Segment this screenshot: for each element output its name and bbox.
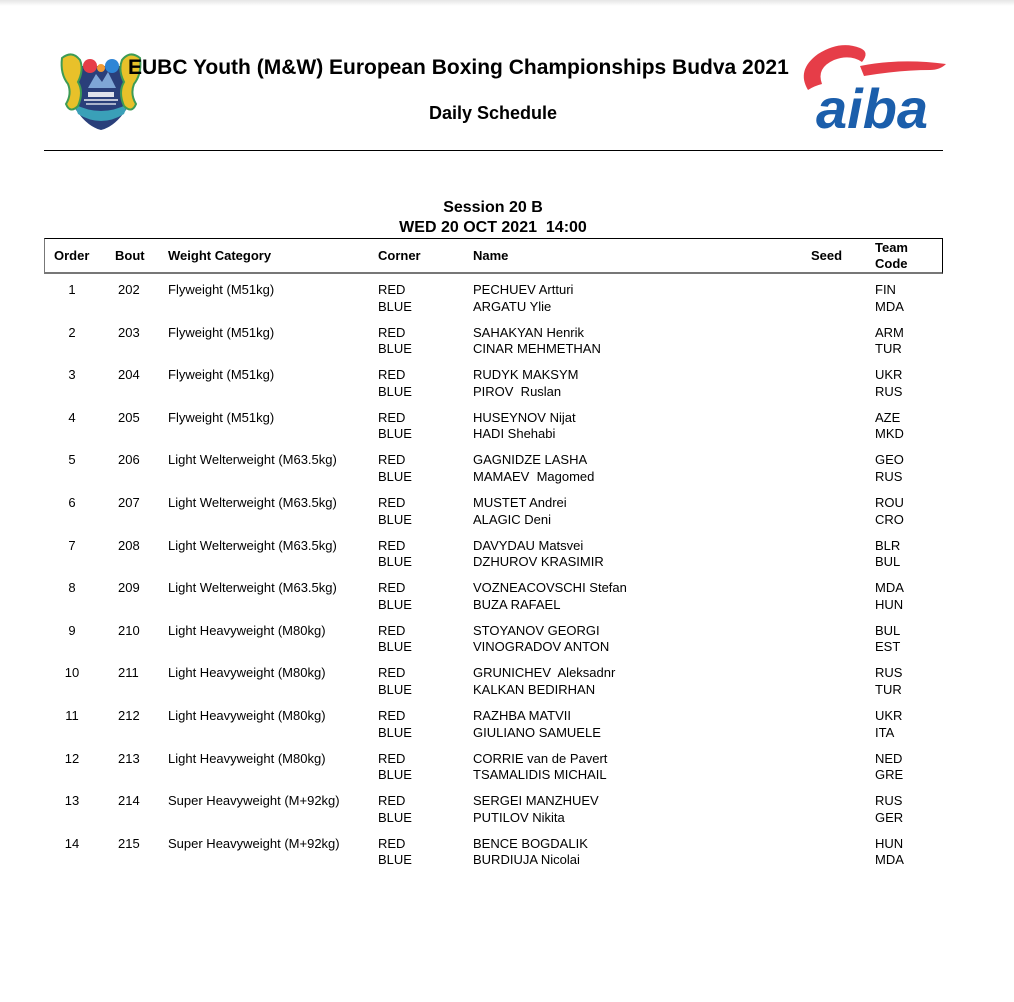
red-corner-label: RED bbox=[378, 835, 406, 851]
red-team-code: BLR bbox=[875, 537, 901, 553]
weight-category-cell: Flyweight (M51kg) bbox=[168, 367, 275, 383]
red-corner-label: RED bbox=[378, 665, 406, 681]
blue-boxer-name: VINOGRADOV ANTON bbox=[473, 639, 610, 655]
order-cell: 4 bbox=[68, 409, 76, 425]
order-cell: 12 bbox=[64, 750, 80, 766]
blue-boxer-name: TSAMALIDIS MICHAIL bbox=[473, 767, 607, 783]
blue-corner-label: BLUE bbox=[378, 511, 412, 527]
blue-team-code: GRE bbox=[875, 767, 904, 783]
blue-team-code: RUS bbox=[875, 383, 903, 399]
table-row bbox=[0, 708, 1014, 751]
red-boxer-name: VOZNEACOVSCHI Stefan bbox=[473, 580, 627, 596]
bout-cell: 206 bbox=[118, 452, 140, 468]
table-row bbox=[0, 282, 1014, 325]
red-boxer-name: RUDYK MAKSYM bbox=[473, 367, 579, 383]
blue-corner-label: BLUE bbox=[378, 681, 412, 697]
weight-category-cell: Light Welterweight (M63.5kg) bbox=[168, 580, 337, 596]
red-team-code: UKR bbox=[875, 708, 903, 723]
blue-team-code: MDA bbox=[875, 298, 904, 314]
bout-cell: 215 bbox=[118, 835, 140, 851]
table-row bbox=[0, 538, 1014, 581]
blue-boxer-name: PUTILOV Nikita bbox=[473, 809, 565, 825]
blue-boxer-name: ALAGIC Deni bbox=[473, 511, 552, 527]
red-boxer-name: SERGEI MANZHUEV bbox=[473, 793, 599, 809]
red-boxer-name: SAHAKYAN Henrik bbox=[473, 324, 585, 340]
blue-team-code: BUL bbox=[875, 554, 901, 570]
blue-corner-label: BLUE bbox=[378, 809, 412, 825]
red-team-code: BUL bbox=[875, 622, 901, 638]
red-boxer-name: CORRIE van de Pavert bbox=[473, 750, 608, 766]
blue-team-code: CRO bbox=[875, 511, 904, 527]
blue-corner-label: BLUE bbox=[378, 341, 412, 357]
table-row bbox=[0, 665, 1014, 708]
blue-boxer-name: ARGATU Ylie bbox=[473, 298, 552, 314]
red-boxer-name: DAVYDAU Matsvei bbox=[473, 537, 584, 553]
document-title: EUBC Youth (M&W) European Boxing Championships Budva 2021 bbox=[128, 56, 789, 79]
blue-team-code: GER bbox=[875, 809, 904, 825]
weight-category-cell: Flyweight (M51kg) bbox=[168, 282, 275, 297]
bout-cell: 205 bbox=[118, 409, 140, 425]
page-top-edge bbox=[0, 0, 1014, 6]
column-header-team-line1: Team bbox=[875, 240, 908, 255]
blue-team-code: RUS bbox=[875, 468, 903, 484]
red-corner-label: RED bbox=[378, 708, 406, 723]
blue-corner-label: BLUE bbox=[378, 426, 412, 442]
session-datetime: WED 20 OCT 2021 14:00 bbox=[399, 219, 587, 236]
session-name: Session 20 B bbox=[443, 199, 543, 216]
red-team-code: FIN bbox=[875, 282, 896, 297]
red-corner-label: RED bbox=[378, 452, 406, 468]
weight-category-cell: Super Heavyweight (M+92kg) bbox=[168, 835, 340, 851]
red-corner-label: RED bbox=[378, 793, 406, 809]
header-divider bbox=[44, 150, 943, 151]
blue-team-code: EST bbox=[875, 639, 901, 655]
weight-category-cell: Light Heavyweight (M80kg) bbox=[168, 708, 326, 723]
red-boxer-name: BENCE BOGDALIK bbox=[473, 835, 588, 851]
blue-team-code: ITA bbox=[875, 724, 895, 740]
red-corner-label: RED bbox=[378, 282, 406, 297]
red-team-code: RUS bbox=[875, 665, 903, 681]
blue-corner-label: BLUE bbox=[378, 554, 412, 570]
blue-team-code: MKD bbox=[875, 426, 904, 442]
red-team-code: ROU bbox=[875, 495, 904, 510]
red-corner-label: RED bbox=[378, 409, 406, 425]
order-cell: 9 bbox=[68, 622, 76, 638]
red-boxer-name: GAGNIDZE LASHA bbox=[473, 452, 588, 468]
bout-cell: 211 bbox=[118, 665, 139, 681]
order-cell: 10 bbox=[64, 665, 80, 681]
weight-category-cell: Super Heavyweight (M+92kg) bbox=[168, 793, 340, 809]
column-header-seed: Seed bbox=[811, 248, 843, 263]
red-team-code: MDA bbox=[875, 580, 904, 596]
red-team-code: RUS bbox=[875, 793, 903, 809]
red-team-code: HUN bbox=[875, 835, 904, 851]
column-header-corner: Corner bbox=[378, 248, 421, 263]
red-team-code: AZE bbox=[875, 409, 901, 425]
table-row bbox=[0, 367, 1014, 410]
table-row bbox=[0, 495, 1014, 538]
table-row bbox=[0, 325, 1014, 368]
bout-cell: 204 bbox=[118, 367, 140, 383]
weight-category-cell: Light Welterweight (M63.5kg) bbox=[168, 452, 337, 468]
bout-cell: 202 bbox=[118, 282, 140, 297]
weight-category-cell: Flyweight (M51kg) bbox=[168, 324, 275, 340]
red-corner-label: RED bbox=[378, 537, 406, 553]
red-team-code: UKR bbox=[875, 367, 903, 383]
blue-corner-label: BLUE bbox=[378, 852, 412, 868]
blue-boxer-name: CINAR MEHMETHAN bbox=[473, 341, 601, 357]
column-header-bout: Bout bbox=[115, 248, 145, 263]
blue-boxer-name: GIULIANO SAMUELE bbox=[473, 724, 601, 740]
blue-corner-label: BLUE bbox=[378, 298, 412, 314]
blue-corner-label: BLUE bbox=[378, 468, 412, 484]
blue-corner-label: BLUE bbox=[378, 639, 412, 655]
order-cell: 14 bbox=[64, 835, 80, 851]
document-subtitle: Daily Schedule bbox=[428, 103, 558, 123]
blue-team-code: MDA bbox=[875, 852, 904, 868]
red-team-code: GEO bbox=[875, 452, 904, 468]
order-cell: 2 bbox=[68, 324, 76, 340]
blue-boxer-name: DZHUROV KRASIMIR bbox=[473, 554, 604, 570]
red-corner-label: RED bbox=[378, 367, 406, 383]
table-header bbox=[44, 238, 943, 274]
order-cell: 6 bbox=[68, 495, 76, 510]
order-cell: 5 bbox=[68, 452, 76, 468]
bout-cell: 213 bbox=[118, 750, 140, 766]
order-cell: 8 bbox=[68, 580, 76, 596]
column-header-weight: Weight Category bbox=[168, 248, 272, 263]
order-cell: 7 bbox=[68, 537, 76, 553]
blue-boxer-name: MAMAEV Magomed bbox=[473, 468, 595, 484]
blue-corner-label: BLUE bbox=[378, 383, 412, 399]
blue-boxer-name: BUZA RAFAEL bbox=[473, 596, 561, 612]
blue-corner-label: BLUE bbox=[378, 767, 412, 783]
column-header-order: Order bbox=[54, 248, 90, 263]
table-row bbox=[0, 452, 1014, 495]
table-row bbox=[0, 793, 1014, 836]
blue-boxer-name: BURDIUJA Nicolai bbox=[473, 852, 580, 868]
order-cell: 3 bbox=[68, 367, 76, 383]
red-boxer-name: STOYANOV GEORGI bbox=[473, 622, 600, 638]
weight-category-cell: Light Heavyweight (M80kg) bbox=[168, 750, 326, 766]
red-team-code: ARM bbox=[875, 324, 904, 340]
weight-category-cell: Flyweight (M51kg) bbox=[168, 409, 275, 425]
red-team-code: NED bbox=[875, 750, 903, 766]
blue-boxer-name: HADI Shehabi bbox=[473, 426, 556, 442]
table-row bbox=[0, 751, 1014, 794]
order-cell: 13 bbox=[64, 793, 80, 809]
bout-cell: 203 bbox=[118, 324, 140, 340]
blue-team-code: HUN bbox=[875, 596, 904, 612]
red-boxer-name: PECHUEV Artturi bbox=[473, 282, 574, 297]
bout-cell: 207 bbox=[118, 495, 140, 510]
bout-cell: 214 bbox=[118, 793, 140, 809]
bout-cell: 208 bbox=[118, 537, 140, 553]
bout-cell: 212 bbox=[118, 708, 140, 723]
blue-boxer-name: PIROV Ruslan bbox=[473, 383, 562, 399]
weight-category-cell: Light Heavyweight (M80kg) bbox=[168, 622, 326, 638]
table-row bbox=[0, 836, 1014, 879]
red-boxer-name: RAZHBA MATVII bbox=[473, 708, 571, 723]
bout-cell: 210 bbox=[118, 622, 140, 638]
red-corner-label: RED bbox=[378, 495, 406, 510]
red-boxer-name: MUSTET Andrei bbox=[473, 495, 567, 510]
weight-category-cell: Light Welterweight (M63.5kg) bbox=[168, 495, 337, 510]
table-row bbox=[0, 580, 1014, 623]
order-cell: 11 bbox=[65, 708, 79, 723]
blue-corner-label: BLUE bbox=[378, 724, 412, 740]
red-corner-label: RED bbox=[378, 324, 406, 340]
table-row bbox=[0, 410, 1014, 453]
weight-category-cell: Light Welterweight (M63.5kg) bbox=[168, 537, 337, 553]
blue-boxer-name: KALKAN BEDIRHAN bbox=[473, 681, 596, 697]
red-boxer-name: GRUNICHEV Aleksadnr bbox=[473, 665, 616, 681]
column-header-team-line2: Code bbox=[875, 256, 908, 271]
order-cell: 1 bbox=[68, 282, 76, 297]
red-boxer-name: HUSEYNOV Nijat bbox=[473, 409, 576, 425]
svg-text:aiba: aiba bbox=[816, 77, 929, 132]
blue-team-code: TUR bbox=[875, 681, 902, 697]
red-corner-label: RED bbox=[378, 622, 406, 638]
red-corner-label: RED bbox=[378, 750, 406, 766]
blue-team-code: TUR bbox=[875, 341, 902, 357]
blue-corner-label: BLUE bbox=[378, 596, 412, 612]
red-corner-label: RED bbox=[378, 580, 406, 596]
column-header-name: Name bbox=[473, 248, 509, 263]
bout-cell: 209 bbox=[118, 580, 140, 596]
table-row bbox=[0, 623, 1014, 666]
weight-category-cell: Light Heavyweight (M80kg) bbox=[168, 665, 326, 681]
